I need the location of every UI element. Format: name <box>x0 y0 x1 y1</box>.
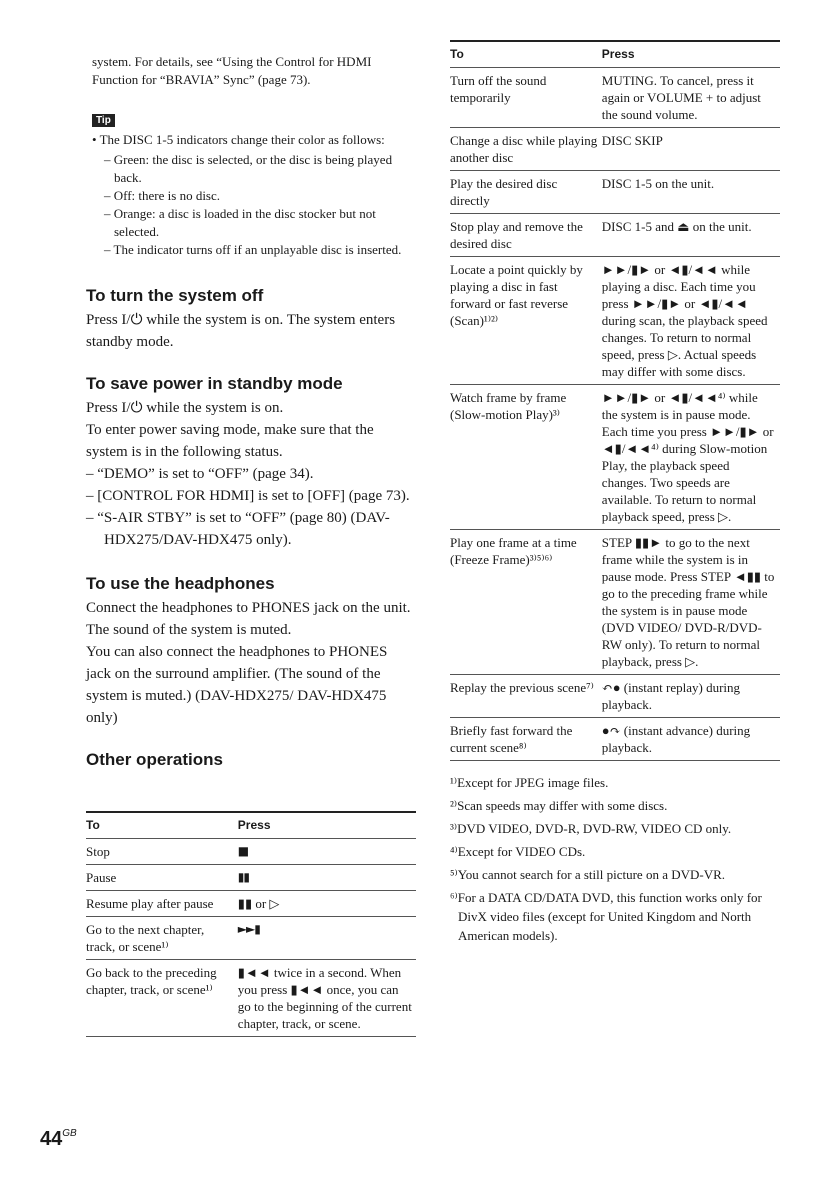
heading-turn-off: To turn the system off <box>86 286 264 305</box>
footnotes <box>450 773 780 945</box>
cell-press: DISC 1-5 and ⏏ on the unit. <box>602 214 780 257</box>
heading-headphones: To use the headphones <box>86 574 275 593</box>
headphones-text-1: Connect the headphones to PHONES jack on the unit. The sound of the system is muted. <box>86 600 411 638</box>
tip-item: – Off: there is no disc. <box>104 188 221 203</box>
cell-to: Play the desired disc directly <box>450 171 602 214</box>
headphones-text-2: You can also connect the headphones to PHONES jack on the surround amplifier. (The sound of the system is muted.) (DAV-HDX275/ DAV-HDX475 only) <box>86 644 388 726</box>
cell-to: Stop play and remove the desired disc <box>450 214 602 257</box>
cell-press: STEP ▮▮► to go to the next frame while the system is in pause mode. Press STEP ◄▮▮ to go to the preceding frame while the system is in pause mode (DVD VIDEO/ DVD-R/DVD-RW only). To return to normal playback, press ▷. <box>602 530 780 675</box>
right-column <box>450 40 780 949</box>
save-power-text-2: To enter power saving mode, make sure that the system is in the following status. <box>86 422 374 460</box>
column-header-press: Press <box>602 41 780 68</box>
cell-press: ►►/▮► or ◄▮/◄◄⁴⁾ while the system is in pause mode. Each time you press ►►/▮► or ◄▮/◄◄⁴⁾ during Slow-motion Play, the playback speed changes. Two speeds are available. To return to normal playback speed, press ▷. <box>602 385 780 530</box>
page-number-suffix: GB <box>62 1128 77 1139</box>
cell-press: ►►▮ <box>238 917 416 960</box>
cell-press: ▮▮ or ▷ <box>238 891 416 917</box>
cell-to: Pause <box>86 865 238 891</box>
footnote: ¹⁾Except for JPEG image files. <box>450 775 609 790</box>
cell-to: Locate a point quickly by playing a disc in fast forward or fast reverse (Scan)¹⁾²⁾ <box>450 257 602 385</box>
operations-table-left <box>86 811 416 1037</box>
cell-press: DISC 1-5 on the unit. <box>602 171 780 214</box>
table-row <box>450 718 780 761</box>
cell-press: ↶● (instant replay) during playback. <box>602 675 780 718</box>
tip-text: • The DISC 1-5 indicators change their color as follows: <box>92 132 385 147</box>
cell-press: DISC SKIP <box>602 128 780 171</box>
turn-off-text: Press I/⏻ while the system is on. The system enters standby mode. <box>86 312 396 350</box>
save-power-text-1: Press I/⏻ while the system is on. <box>86 400 284 416</box>
table-row <box>450 214 780 257</box>
column-header-to: To <box>450 41 602 68</box>
cell-to: Turn off the sound temporarily <box>450 68 602 128</box>
footnote: ³⁾DVD VIDEO, DVD-R, DVD-RW, VIDEO CD only. <box>450 821 732 836</box>
heading-save-power: To save power in standby mode <box>86 374 343 393</box>
footnote: ²⁾Scan speeds may differ with some discs. <box>450 798 668 813</box>
column-header-press: Press <box>238 812 416 839</box>
save-power-list <box>86 463 416 551</box>
save-power-item: – “DEMO” is set to “OFF” (page 34). <box>86 466 314 482</box>
operations-table-right <box>450 40 780 761</box>
left-column <box>86 40 416 1037</box>
table-row <box>86 891 416 917</box>
footnote: ⁵⁾You cannot search for a still picture on a DVD-VR. <box>450 867 726 882</box>
cell-press: ●↷ (instant advance) during playback. <box>602 718 780 761</box>
cell-press: ►►/▮► or ◄▮/◄◄ while playing a disc. Each time you press ►►/▮► or ◄▮/◄◄ during scan, the playback speed changes. To return to normal speed, press ▷. Actual speeds may differ with some discs. <box>602 257 780 385</box>
page-number <box>40 1128 77 1151</box>
cell-to: Briefly fast forward the current scene⁸⁾ <box>450 718 602 761</box>
page-number-value: 44 <box>40 1128 63 1150</box>
tip-badge: Tip <box>92 114 115 127</box>
table-row <box>450 675 780 718</box>
tip-list <box>86 151 416 259</box>
table-row <box>450 171 780 214</box>
table-row <box>450 68 780 128</box>
heading-other-operations: Other operations <box>86 750 223 769</box>
cell-press: ▮◄◄ twice in a second. When you press ▮◄◄ once, you can go to the beginning of the current chapter, track, or scene. <box>238 960 416 1037</box>
table-row <box>450 385 780 530</box>
cell-press: MUTING. To cancel, press it again or VOLUME + to adjust the sound volume. <box>602 68 780 128</box>
save-power-item: – “S-AIR STBY” is set to “OFF” (page 80) (DAV-HDX275/DAV-HDX475 only). <box>86 510 390 548</box>
intro-text: system. For details, see “Using the Control for HDMI Function for “BRAVIA” Sync” (page 73). <box>92 54 372 87</box>
cell-to: Resume play after pause <box>86 891 238 917</box>
save-power-item: – [CONTROL FOR HDMI] is set to [OFF] (page 73). <box>86 488 410 504</box>
tip-item: – The indicator turns off if an unplayable disc is inserted. <box>104 242 402 257</box>
cell-press: ■ <box>238 839 416 865</box>
cell-to: Change a disc while playing another disc <box>450 128 602 171</box>
footnote: ⁶⁾For a DATA CD/DATA DVD, this function works only for DivX video files (except for United Kingdom and North American models). <box>450 890 762 943</box>
table-row <box>450 257 780 385</box>
footnote: ⁴⁾Except for VIDEO CDs. <box>450 844 586 859</box>
table-row <box>86 917 416 960</box>
cell-to: Watch frame by frame (Slow-motion Play)³⁾ <box>450 385 602 530</box>
cell-to: Go back to the preceding chapter, track, or scene¹⁾ <box>86 960 238 1037</box>
cell-to: Play one frame at a time (Freeze Frame)³⁾⁵⁾⁶⁾ <box>450 530 602 675</box>
table-row <box>450 530 780 675</box>
table-row <box>86 865 416 891</box>
table-row <box>86 960 416 1037</box>
table-row <box>86 839 416 865</box>
cell-to: Go to the next chapter, track, or scene¹⁾ <box>86 917 238 960</box>
cell-to: Stop <box>86 839 238 865</box>
cell-to: Replay the previous scene⁷⁾ <box>450 675 602 718</box>
column-header-to: To <box>86 812 238 839</box>
tip-item: – Orange: a disc is loaded in the disc stocker but not selected. <box>104 206 376 239</box>
tip-item: – Green: the disc is selected, or the disc is being played back. <box>104 152 393 185</box>
cell-press: ▮▮ <box>238 865 416 891</box>
table-row <box>450 128 780 171</box>
